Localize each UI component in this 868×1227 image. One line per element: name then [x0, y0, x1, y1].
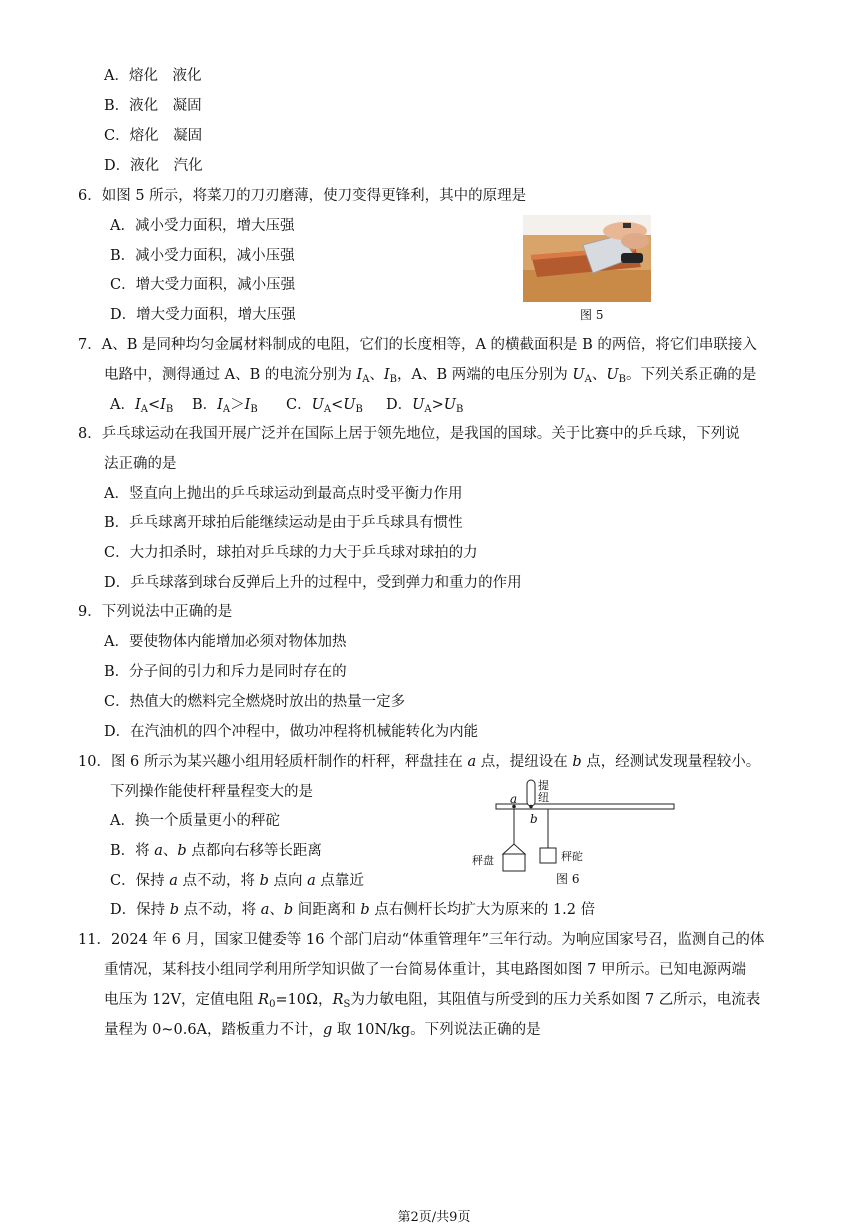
label-b: b — [530, 812, 538, 826]
q6-option-b: B．减小受力面积，减小压强 — [110, 248, 295, 264]
q5-option-c: C．熔化 凝固 — [104, 128, 203, 144]
q10-option-c: C．保持 a 点不动，将 b 点向 a 点靠近 — [110, 873, 364, 889]
q6-option-a: A．减小受力面积，增大压强 — [110, 218, 295, 234]
q7-option-b: B．$I_A>I_B$ — [192, 397, 258, 415]
q5-option-d: D．液化 汽化 — [104, 158, 203, 174]
q8-option-c: C．大力扣杀时，球拍对乒乓球的力大于乒乓球对球拍的力 — [104, 545, 478, 561]
q11-line-3: 电压为 12V，定值电阻 $R_0=10\Omega$，$R_S$为力敏电阻，其阻值与所受到的压力关系如图 7 乙所示，电流表 — [104, 992, 761, 1010]
label-tiniu: 提纽 — [538, 779, 549, 804]
q9-option-a: A．要使物体内能增加必须对物体加热 — [104, 634, 347, 650]
q8-option-b: B．乒乓球离开球拍后能继续运动是由于乒乓球具有惯性 — [104, 515, 463, 531]
point-b-marker — [529, 805, 533, 809]
counterweight — [540, 848, 556, 863]
scale-pan — [503, 854, 525, 871]
q6-option-c: C．增大受力面积，减小压强 — [110, 277, 296, 293]
figure-5-caption: 图 5 — [580, 308, 604, 322]
label-chengpan: 秤盘 — [472, 854, 494, 867]
q7-option-a: A．$I_A<I_B$ — [110, 397, 174, 415]
q10-option-b: B．将 a、b 点都向右移等长距离 — [110, 843, 322, 859]
q11-line-2: 重情况，某科技小组同学利用所学知识做了一台简易体重计，其电路图如图 7 甲所示。已知电源两端 — [104, 962, 746, 978]
q10-option-d: D．保持 b 点不动，将 a、b 间距离和 b 点右侧杆长均扩大为原来的 1.2 倍 — [110, 902, 596, 918]
q8-option-d: D．乒乓球落到球台反弹后上升的过程中，受到弹力和重力的作用 — [104, 575, 522, 591]
q6-option-d: D．增大受力面积，增大压强 — [110, 307, 296, 323]
q7-line-2: 电路中，测得通过 A、B 的电流分别为 $I_A$、$I_B$，A、B 两端的电压分别为 $U_A$、$U_B$。下列关系正确的是 — [104, 367, 757, 385]
q8-option-a: A．竖直向上抛出的乒乓球运动到最高点时受平衡力作用 — [104, 486, 463, 502]
label-chengtuo: 秤砣 — [561, 850, 583, 863]
q8-line-2: 法正确的是 — [104, 456, 177, 472]
q10-option-a: A．换一个质量更小的秤砣 — [110, 813, 280, 829]
q10-line-1: 10．图 6 所示为某兴趣小组用轻质杆制作的杆秤，秤盘挂在 a 点，提纽设在 b 点，经测试发现量程较小。 — [78, 754, 761, 770]
q9-stem: 9．下列说法中正确的是 — [78, 604, 233, 620]
q11-line-1: 11．2024 年 6 月，国家卫健委等 16 个部门启动“体重管理年”三年行动。为响应国家号召，监测自己的体 — [78, 932, 765, 948]
figure-5-knife-photo — [523, 215, 651, 302]
q7-line-1: 7．A、B 是同种均匀金属材料制成的电阻，它们的长度相等，A 的横截面积是 B 的两倍，将它们串联接入 — [78, 337, 757, 353]
q9-option-c: C．热值大的燃料完全燃烧时放出的热量一定多 — [104, 694, 406, 710]
q11-line-4: 量程为 0~0.6A，踏板重力不计，g 取 10N/kg。下列说法正确的是 — [104, 1022, 541, 1038]
q9-option-d: D．在汽油机的四个冲程中，做功冲程将机械能转化为内能 — [104, 724, 479, 740]
label-a: a — [510, 792, 518, 806]
q10-line-2: 下列操作能使杆秤量程变大的是 — [110, 784, 313, 800]
q5-option-b: B．液化 凝固 — [104, 98, 202, 114]
figure-6-caption: 图 6 — [556, 872, 580, 886]
q8-line-1: 8．乒乓球运动在我国开展广泛并在国际上居于领先地位，是我国的国球。关于比赛中的乒乓球，下列说 — [78, 426, 740, 442]
q6-stem: 6．如图 5 所示，将菜刀的刀刃磨薄，使刀变得更锋利，其中的原理是 — [78, 188, 527, 204]
q5-option-a: A．熔化 液化 — [104, 68, 202, 84]
page-number: 第2页/共9页 — [397, 1210, 471, 1225]
q7-option-c: C．$U_A<U_B$ — [286, 397, 363, 415]
q9-option-b: B．分子间的引力和斥力是同时存在的 — [104, 664, 347, 680]
q7-option-d: D．$U_A>U_B$ — [386, 397, 464, 415]
